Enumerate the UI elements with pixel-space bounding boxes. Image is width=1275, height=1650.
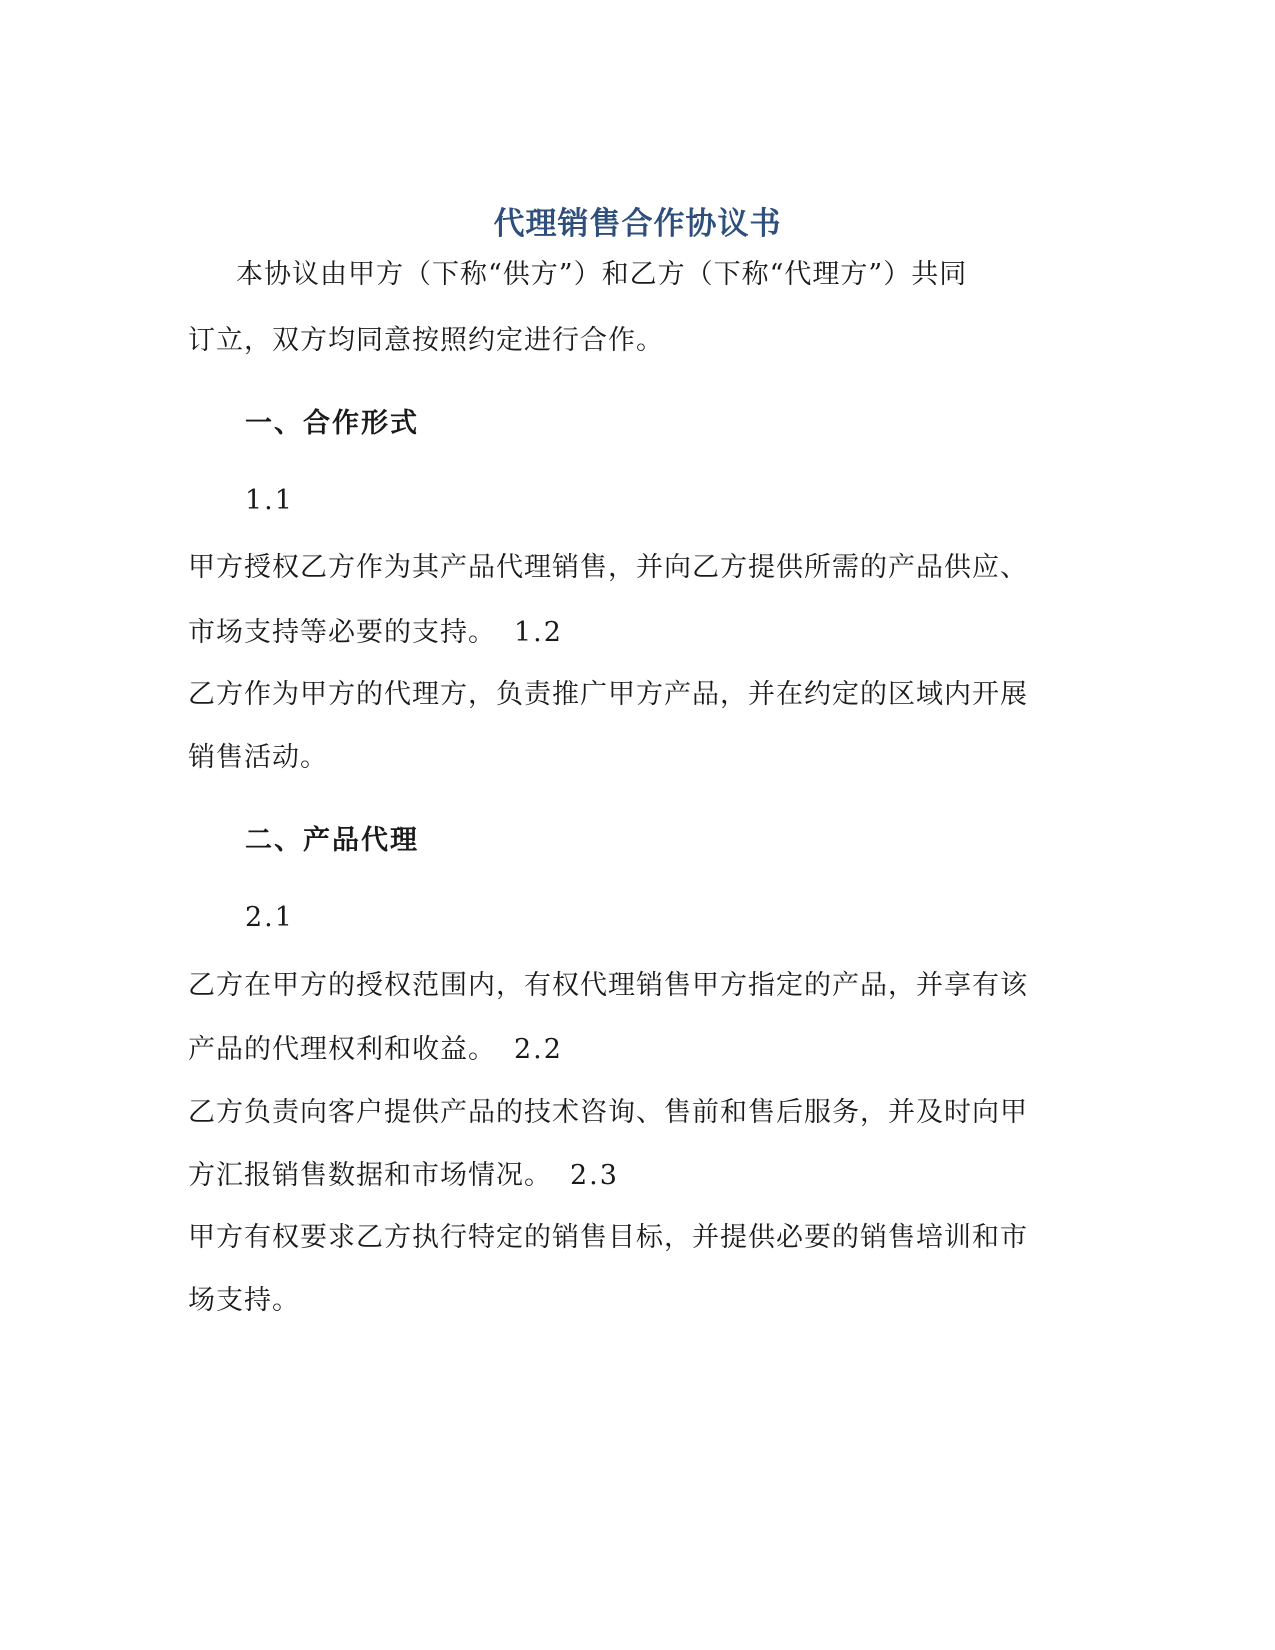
clause-number-1-1: 1.1 [245,485,294,516]
clause-2-2-line-1: 乙方负责向客户提供产品的技术咨询、售前和售后服务，并及时向甲 [188,1097,1028,1128]
clause-1-2-line-1: 乙方作为甲方的代理方，负责推广甲方产品，并在约定的区域内开展 [188,679,1028,710]
clause-2-1-line-1: 乙方在甲方的授权范围内，有权代理销售甲方指定的产品，并享有该 [188,970,1028,1001]
clause-1-1-line-2 [188,610,563,649]
section-heading-2: 二、产品代理 [245,825,419,856]
intro-line-2: 订立，双方均同意按照约定进行合作。 [188,325,664,356]
clause-number-2-1: 2.1 [245,902,294,933]
clause-2-3-line-1: 甲方有权要求乙方执行特定的销售目标，并提供必要的销售培训和市 [188,1222,1028,1253]
section-heading-1: 一、合作形式 [245,408,419,439]
clause-2-3-line-2: 场支持。 [188,1285,300,1316]
clause-2-1-line-2 [188,1027,563,1066]
clause-1-2-line-2: 销售活动。 [188,742,328,773]
clause-1-1-text: 市场支持等必要的支持。 [188,617,496,648]
clause-number-1-2: 1.2 [514,617,563,648]
clause-number-2-3: 2.3 [570,1160,619,1191]
clause-1-1-line-1: 甲方授权乙方作为其产品代理销售，并向乙方提供所需的产品供应、 [188,552,1028,583]
clause-2-2-text: 方汇报销售数据和市场情况。 [188,1160,552,1191]
clause-2-2-line-2 [188,1153,619,1192]
document-title: 代理销售合作协议书 [493,206,782,242]
intro-line-1: 本协议由甲方（下称“供方”）和乙方（下称“代理方”）共同 [236,259,968,290]
clause-number-2-2: 2.2 [514,1034,563,1065]
clause-2-1-text: 产品的代理权利和收益。 [188,1034,496,1065]
